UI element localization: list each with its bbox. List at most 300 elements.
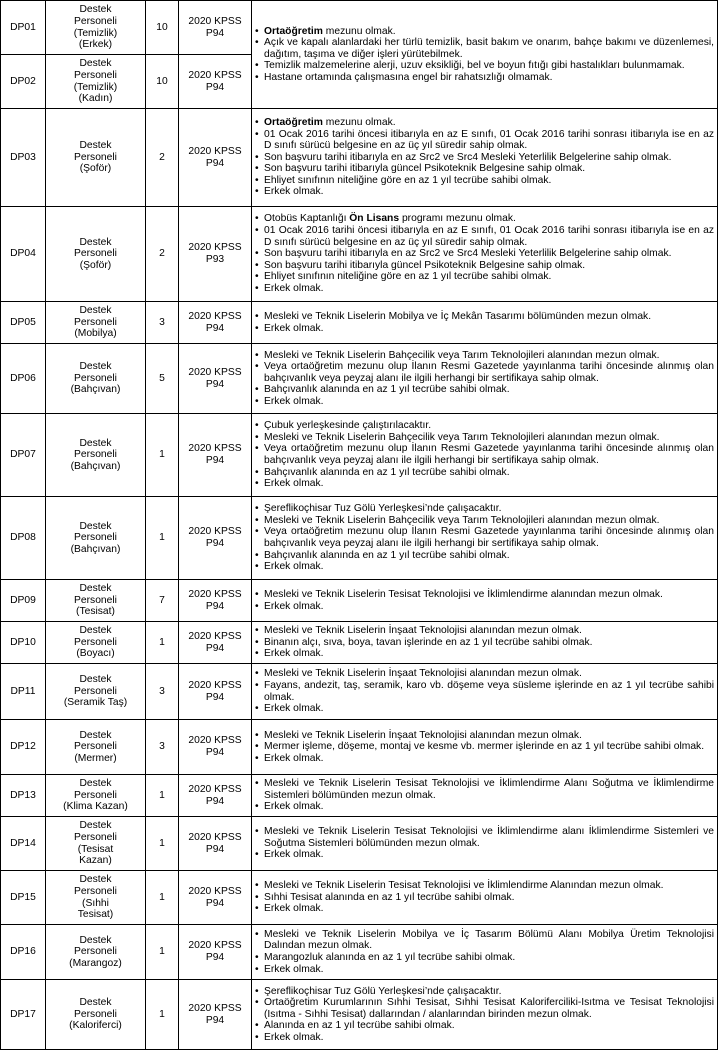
requirement-item [254,213,714,225]
requirement-item [254,1020,714,1032]
requirement-text: Alanında en az 1 yıl tecrübe sahibi olmak. [264,1020,455,1032]
table-row [1,720,718,775]
requirement-item [254,271,714,283]
requirement-text: Erkek olmak. [264,600,324,612]
requirement-text: Mesleki ve Teknik Liselerin Tesisat Teknolojisi ve İklimlendirme Alanı Soğutma ve İklimlendirme Sistemleri bölümünden mezun olmak. [264,778,714,801]
requirement-text: Mesleki ve Teknik Liselerin Bahçecilik veya Tarım Teknolojileri alanından mezun olmak. [264,431,660,443]
position-table-body [1,1,718,1050]
requirements-cell [252,580,718,622]
table-row [1,344,718,414]
requirement-item [254,467,714,479]
kpss-score-type-line: 2020 KPSS [188,831,242,843]
kpss-score-type [179,980,252,1050]
requirement-text: Erkek olmak. [264,801,324,813]
table-row [1,664,718,720]
kpss-score-type-line: P94 [205,157,225,169]
requirement-text: Mermer işleme, döşeme, montaj ve kesme vb. mermer işlerinde en az 1 yıl tecrübe sahibi olmak. [264,741,705,753]
requirement-text: Son başvuru tarihi itibarıyla en az Src2 ve Src4 Mesleki Yeterlilik Belgelerine sahip olmak. [264,151,672,163]
position-title-line: (Erkek) [78,39,113,51]
kpss-score-type-line: 2020 KPSS [188,443,242,455]
requirement-item [254,637,714,649]
requirement-item [254,384,714,396]
kpss-score-type [179,497,252,580]
position-code: DP10 [1,622,46,664]
position-count: 1 [146,622,179,664]
requirement-list [254,350,714,408]
position-title-line: Personeli [74,69,117,81]
kpss-score-type [179,414,252,497]
requirement-text: Erkek olmak. [264,903,324,915]
requirement-text: Fayans, andezit, taş, seramik, karo vb. döşeme veya süsleme işlerinde en az 1 yıl tecrübe sahibi olmak. [264,679,714,703]
table-row [1,622,718,664]
requirement-item [254,186,714,198]
position-count: 1 [146,980,179,1050]
requirement-item [254,929,714,952]
position-code: DP11 [1,664,46,720]
requirement-text: mezunu olmak. [322,116,396,128]
requirement-item [254,396,714,408]
position-title [46,775,146,817]
requirement-item [254,849,714,861]
requirement-item [254,283,714,295]
position-count: 1 [146,775,179,817]
requirement-item [254,892,714,904]
requirements-cell-merged [252,1,718,109]
position-title-line: Destek [79,520,112,532]
position-title-line: Personeli [74,685,117,697]
position-title [46,925,146,980]
requirement-list [254,311,714,334]
requirement-text: Mesleki ve Teknik Liselerin İnşaat Teknolojisi alanından mezun olmak. [264,625,582,637]
kpss-score-type [179,871,252,925]
requirement-text: Erkek olmak. [264,963,324,975]
position-count: 5 [146,344,179,414]
position-title-line: (Klima Kazan) [63,801,128,813]
requirement-list [254,503,714,573]
position-title-line: Personeli [74,532,117,544]
position-title-line: Personeli [74,15,117,27]
position-title-line: Personeli [74,789,117,801]
position-title-line: Personeli [74,594,117,606]
position-title-line: Destek [79,583,112,595]
position-count: 10 [146,55,179,109]
kpss-score-type [179,775,252,817]
position-title-line: (Bahçıvan) [70,460,121,472]
requirement-text: Ehliyet sınıfının niteliğine göre en az 1 yıl tecrübe sahibi olmak. [264,174,552,186]
requirements-cell [252,664,718,720]
requirement-text: Son başvuru tarihi itibarıyla en az Src2 ve Src4 Mesleki Yeterlilik Belgelerine sahip olmak. [264,248,672,260]
requirements-cell [252,871,718,925]
position-title-line: (Temizlik) [73,27,118,39]
requirement-text: Bahçıvanlık alanında en az 1 yıl tecrübe sahibi olmak. [264,384,510,396]
requirement-text: Erkek olmak. [264,752,324,764]
requirement-item [254,432,714,444]
position-title-line: Personeli [74,885,117,897]
position-title [46,344,146,414]
requirement-text: Otobüs Kaptanlığı [264,213,350,225]
requirements-cell [252,622,718,664]
position-title [46,871,146,925]
position-count: 7 [146,580,179,622]
requirement-bold-text: Ortaöğretim [264,25,323,37]
requirement-item [254,60,714,72]
position-title-line: (Seramik Taş) [63,697,128,709]
position-title-line: (Marangoz) [69,957,122,969]
position-count: 1 [146,414,179,497]
requirement-item [254,550,714,562]
kpss-score-type-line: P94 [205,378,225,390]
position-title-line: Destek [79,236,112,248]
position-title-line: Kazan) [79,855,112,867]
position-title-line: (Kadın) [78,93,113,105]
requirement-text: Sıhhi Tesisat alanında en az 1 yıl tecrübe sahibi olmak. [264,891,515,903]
requirement-list [254,668,714,714]
requirement-text: programı mezunu olmak. [399,213,516,225]
position-count: 3 [146,720,179,775]
kpss-score-type-line: 2020 KPSS [188,588,242,600]
kpss-score-type-line: P94 [205,322,225,334]
table-row [1,775,718,817]
kpss-score-type-line: 2020 KPSS [188,735,242,747]
requirement-item [254,880,714,892]
position-title [46,664,146,720]
requirement-text: Erkek olmak. [264,322,324,334]
requirements-cell [252,817,718,871]
requirement-item [254,778,714,801]
position-code: DP06 [1,344,46,414]
kpss-score-type-line: P94 [205,795,225,807]
position-code: DP08 [1,497,46,580]
requirement-text: Temizlik malzemelerine alerji, uzuv eksikliği, bel ve boyun fıtığı gibi hastalıkları bulunmamak. [264,60,685,72]
position-title-line: Personeli [74,151,117,163]
requirement-item [254,964,714,976]
position-title [46,302,146,344]
requirement-text: Binanın alçı, sıva, boya, tavan işlerinde en az 1 yıl tecrübe sahibi olmak. [264,636,593,648]
requirement-item [254,668,714,680]
requirement-item [254,589,714,601]
requirement-item [254,260,714,272]
position-title [46,55,146,109]
position-code: DP01 [1,1,46,55]
requirements-cell [252,497,718,580]
requirement-bold-text: Ön Lisans [349,213,400,225]
position-code: DP15 [1,871,46,925]
kpss-score-type-line: 2020 KPSS [188,940,242,952]
requirement-text: Şereflikoçhisar Tuz Gölü Yerleşkesi’nde çalışacaktır. [264,503,502,515]
requirements-cell [252,414,718,497]
position-code: DP12 [1,720,46,775]
position-title-line: Destek [79,934,112,946]
kpss-score-type-line: P94 [205,81,225,93]
position-title-line: Personeli [74,831,117,843]
kpss-score-type-line: 2020 KPSS [188,69,242,81]
table-row [1,871,718,925]
position-count: 1 [146,497,179,580]
position-title-line: Personeli [74,449,117,461]
position-title-line: Personeli [74,248,117,260]
position-title-line: (Şoför) [79,163,112,175]
requirement-text: Veya ortaöğretim mezunu olup İlanın Resmi Gazetede yayınlanma tarihi öncesinde alınmış olan bahçıvanlık veya peyzaj alanı ile ilgili herhangi bir sertifikaya sahip olmak. [264,526,714,549]
requirement-text: Bahçıvanlık alanında en az 1 yıl tecrübe sahibi olmak. [264,549,510,561]
table-row [1,207,718,302]
requirement-item [254,350,714,362]
position-title [46,720,146,775]
position-code: DP03 [1,109,46,207]
position-title-line: Destek [79,58,112,70]
requirement-text: Hastane ortamında çalışmasına engel bir rahatsızlığı olmamak. [264,71,553,83]
requirement-text: Mesleki ve Teknik Liselerin Bahçecilik veya Tarım Teknolojileri alanından mezun olmak. [264,349,660,361]
position-title-line: Tesisat) [77,909,114,921]
kpss-score-type-line: 2020 KPSS [188,145,242,157]
requirement-item [254,526,714,549]
position-title-line: (Mermer) [74,752,117,764]
kpss-score-type [179,720,252,775]
kpss-score-type-line: P94 [205,691,225,703]
requirement-item [254,225,714,248]
requirement-item [254,37,714,60]
position-code: DP09 [1,580,46,622]
kpss-score-type-line: P94 [205,747,225,758]
requirement-text: Açık ve kapalı alanlardaki her türlü temizlik, basit bakım ve onarım, bahçe bakımı ve düzenlemesi, dağıtım, taşıma ve diğer işleri yürütebilmek. [264,37,714,60]
requirements-cell [252,925,718,980]
requirement-item [254,248,714,260]
requirement-item [254,420,714,432]
kpss-score-type-line: P94 [205,843,225,855]
table-row [1,414,718,497]
table-row [1,497,718,580]
requirements-cell [252,720,718,775]
requirement-text: Erkek olmak. [264,561,324,573]
requirement-text: Marangozluk alanında en az 1 yıl tecrübe sahibi olmak. [264,952,516,963]
requirement-list [254,730,714,765]
position-title [46,622,146,664]
requirements-cell [252,344,718,414]
requirement-text: Erkek olmak. [264,395,324,407]
requirement-list [254,929,714,975]
kpss-score-type [179,302,252,344]
position-title-line: Personeli [74,636,117,648]
requirement-item [254,997,714,1020]
position-title-line: Personeli [74,741,117,753]
requirement-item [254,129,714,152]
position-title [46,817,146,871]
table-row [1,580,718,622]
requirement-item [254,478,714,490]
position-title-line: (Şoför) [79,259,112,271]
requirement-item [254,952,714,964]
position-title-line: (Bahçıvan) [70,384,121,396]
requirement-item [254,175,714,187]
kpss-score-type-line: 2020 KPSS [188,630,242,642]
requirement-item [254,648,714,660]
position-count: 2 [146,109,179,207]
requirement-text: Erkek olmak. [264,1031,324,1043]
position-count: 1 [146,871,179,925]
requirement-item [254,801,714,813]
position-code: DP14 [1,817,46,871]
requirement-item [254,561,714,573]
kpss-score-type-line: 2020 KPSS [188,242,242,254]
requirement-text: 01 Ocak 2016 tarihi öncesi itibarıyla en az E sınıfı, 01 Ocak 2016 tarihi sonrası itibarıyla ise en az D sınıfı sürücü belgesine en az üç yıl süredir sahip olmak. [264,225,714,248]
kpss-score-type-line: P93 [205,254,225,265]
requirements-cell [252,302,718,344]
requirement-text: 01 Ocak 2016 tarihi öncesi itibarıyla en az E sınıfı, 01 Ocak 2016 tarihi sonrası itibarıyla ise en az D sınıfı sürücü belgesine en az üç yıl süredir sahip olmak. [264,128,714,152]
position-title [46,109,146,207]
requirement-item [254,826,714,849]
requirement-text: Mesleki ve Teknik Liselerin Tesisat Teknolojisi ve İklimlendirme Alanından mezun olmak. [264,880,664,892]
requirement-item [254,361,714,384]
position-title-line: Personeli [74,1008,117,1020]
position-count: 2 [146,207,179,302]
kpss-score-type-line: 2020 KPSS [188,885,242,897]
requirement-list [254,420,714,490]
position-count: 1 [146,925,179,980]
position-code: DP07 [1,414,46,497]
kpss-score-type-line: P94 [205,600,225,612]
kpss-score-type-line: P94 [205,538,225,549]
requirement-item [254,625,714,637]
position-title-line: (Boyacı) [76,648,115,660]
position-code: DP17 [1,980,46,1050]
position-count: 1 [146,817,179,871]
kpss-score-type-line: 2020 KPSS [188,1002,242,1014]
kpss-score-type-line: 2020 KPSS [188,15,242,27]
kpss-score-type-line: P94 [205,455,225,466]
position-count: 10 [146,1,179,55]
table-row [1,817,718,871]
position-count: 3 [146,664,179,720]
requirement-list [254,213,714,294]
requirement-list [254,880,714,915]
requirement-list [254,26,714,84]
kpss-score-type [179,109,252,207]
requirement-text: Mesleki ve Teknik Liselerin İnşaat Teknolojisi alanından mezun olmak. [264,729,582,741]
kpss-score-type [179,817,252,871]
position-title [46,497,146,580]
kpss-score-type-line: P94 [205,952,225,963]
requirements-cell [252,775,718,817]
position-title-line: Personeli [74,316,117,328]
position-code: DP04 [1,207,46,302]
kpss-score-type [179,580,252,622]
requirement-item [254,680,714,703]
requirement-item [254,311,714,323]
requirement-item [254,903,714,915]
position-title-line: (Temizlik) [73,81,118,93]
requirement-item [254,163,714,175]
table-row [1,1,718,55]
kpss-score-type-line: 2020 KPSS [188,526,242,538]
position-title-line: Destek [79,674,112,686]
requirement-text: Ortaöğretim Kurumlarının Sıhhi Tesisat, Sıhhi Tesisat Kaloriferciliki-Isıtma ve Tesisat Teknolojisi (Isıtma - Sıhhi Tesisat) dallarından / alanlarından birinden mezun olmak. [264,997,714,1020]
requirement-item [254,1032,714,1044]
position-title-line: Personeli [74,946,117,958]
requirement-item [254,443,714,466]
position-title-line: Destek [79,437,112,449]
requirement-list [254,826,714,861]
requirement-item [254,753,714,765]
requirement-list [254,778,714,813]
table-row [1,109,718,207]
kpss-score-type-line: P94 [205,1014,225,1026]
kpss-score-type [179,55,252,109]
requirement-text: Erkek olmak. [264,478,324,490]
requirement-text: Erkek olmak. [264,849,324,861]
requirement-text: Çubuk yerleşkesinde çalıştırılacaktır. [264,420,432,432]
requirement-bold-text: Ortaöğretim [264,116,323,128]
position-code: DP13 [1,775,46,817]
kpss-score-type-line: P94 [205,642,225,654]
position-title-line: Destek [79,140,112,152]
position-title-line: Personeli [74,372,117,384]
kpss-score-type [179,344,252,414]
position-title [46,414,146,497]
kpss-score-type [179,925,252,980]
position-title [46,580,146,622]
requirement-text: Mesleki ve Teknik Liselerin Bahçecilik veya Tarım Teknolojileri alanından mezun olmak. [264,514,660,526]
position-code: DP02 [1,55,46,109]
requirement-text: Bahçıvanlık alanında en az 1 yıl tecrübe sahibi olmak. [264,466,510,478]
requirement-text: Veya ortaöğretim mezunu olup İlanın Resmi Gazetede yayınlanma tarihi öncesinde alınmış olan bahçıvanlık veya peyzaj alanı ile ilgili herhangi bir sertifikaya sahip olmak. [264,443,714,466]
requirement-list [254,986,714,1044]
requirement-item [254,72,714,84]
requirement-text: Erkek olmak. [264,282,324,294]
position-title-line: Destek [79,729,112,741]
requirement-text: Son başvuru tarihi itibarıyla güncel Psikoteknik Belgesine sahip olmak. [264,163,586,175]
kpss-score-type-line: P94 [205,897,225,909]
table-row [1,302,718,344]
position-title-line: (Kaloriferci) [69,1020,122,1032]
kpss-score-type [179,1,252,55]
position-title-line: Destek [79,874,112,886]
position-title-line: Destek [79,997,112,1009]
requirement-text: Mesleki ve Teknik Liselerin Tesisat Teknolojisi ve İklimlendirme alanından mezun olmak. [264,588,663,600]
position-code: DP16 [1,925,46,980]
kpss-score-type [179,664,252,720]
requirement-item [254,515,714,527]
requirement-item [254,601,714,613]
table-row [1,925,718,980]
kpss-score-type [179,622,252,664]
position-code: DP05 [1,302,46,344]
requirement-item [254,152,714,164]
requirement-text: Son başvuru tarihi itibarıyla güncel Psikoteknik Belgesine sahip olmak. [264,259,586,271]
kpss-score-type-line: P94 [205,27,225,39]
requirement-item [254,323,714,335]
kpss-score-type-line: 2020 KPSS [188,783,242,795]
requirement-text: Mesleki ve Teknik Liselerin Mobilya ve İç Tasarım Bölümü Alanı Mobilya Üretim Teknolojisi Dalından mezun olmak. [264,928,714,952]
requirement-list [254,117,714,198]
requirements-cell [252,980,718,1050]
requirement-item [254,741,714,753]
position-title-line: (Tesisat) [76,606,115,618]
position-count: 3 [146,302,179,344]
kpss-score-type-line: 2020 KPSS [188,679,242,691]
requirement-item [254,26,714,38]
position-title-line: (Mobilya) [74,328,117,340]
position-title [46,1,146,55]
requirement-text: mezunu olmak. [322,25,396,37]
requirements-cell [252,207,718,302]
requirement-text: Erkek olmak. [264,703,324,715]
position-title-line: Destek [79,778,112,790]
position-title [46,980,146,1050]
requirement-text: Veya ortaöğretim mezunu olup İlanın Resmi Gazetede yayınlanma tarihi öncesinde alınmış olan bahçıvanlık veya peyzaj alanı ile ilgili herhangi bir sertifikaya sahip olmak. [264,361,714,384]
requirement-item [254,117,714,129]
position-title-line: Destek [79,305,112,317]
requirement-item [254,986,714,998]
requirement-text: Mesleki ve Teknik Liselerin Mobilya ve İç Mekân Tasarımı bölümünden mezun olmak. [264,310,652,322]
